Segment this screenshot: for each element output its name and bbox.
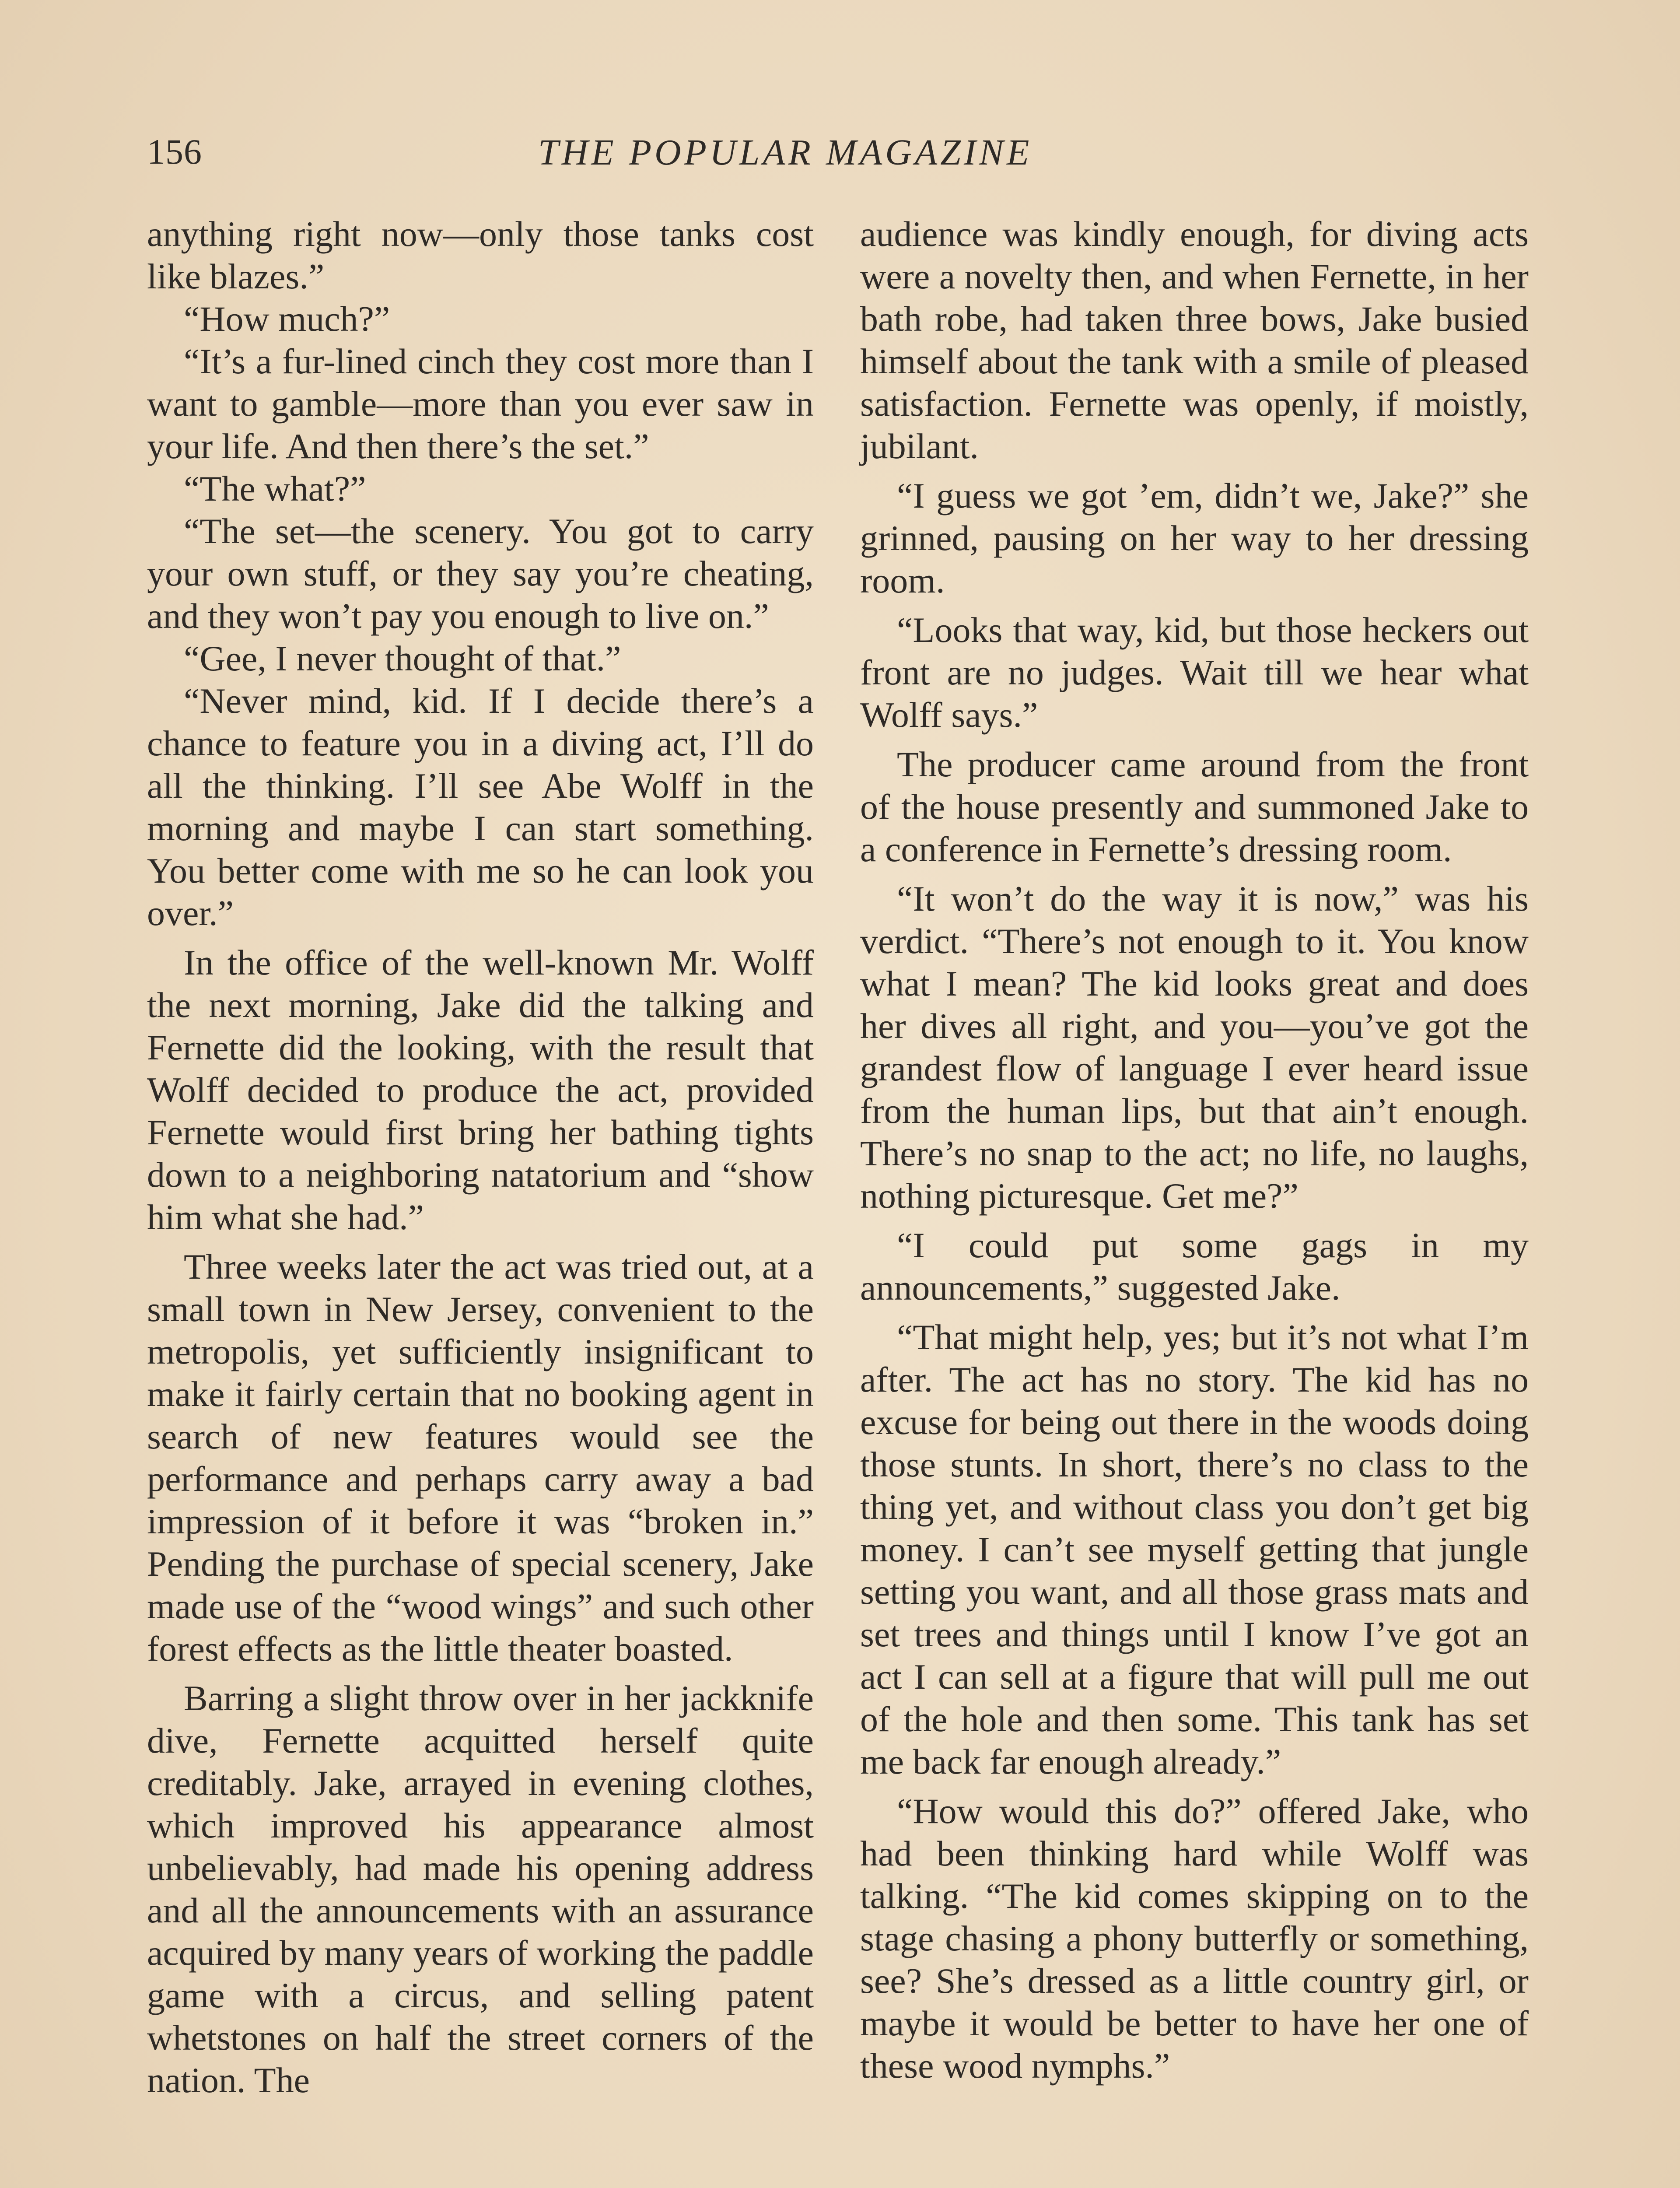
paragraph: audience was kindly enough, for diving acts were a novelty then, and when Fernette, in her bath robe, had taken three bows, Jake busied himself about the tank with a smile of pleased satisfaction. Fernette was openly, if moistly, jubilant. [860,214,1529,466]
paragraph: anything right now—only those tanks cost like blazes.” [147,214,814,296]
paragraph: “I guess we got ’em, didn’t we, Jake?” she grinned, pausing on her way to her dressing room. [860,476,1529,600]
paragraph: Barring a slight throw over in her jackknife dive, Fernette acquitted herself quite creditably. Jake, arrayed in evening clothes, which improved his appearance almost unbelievably, had made his opening address and all the announcements with an assurance acquired by many years of working the paddle game with a circus, and selling patent whetstones on half the street corners of the nation. The [147,1678,814,2100]
paragraph: “It’s a fur-lined cinch they cost more than I want to gamble—more than you ever saw in your life. And then there’s the set.” [147,341,814,466]
paragraph: Three weeks later the act was tried out, at a small town in New Jersey, convenient to the metropolis, yet sufficiently insignificant to make it fairly certain that no booking agent in search of new features would see the performance and perhaps carry away a bad impression of it before it was “broken in.” Pending the purchase of special scenery, Jake made use of the “wood wings” and such other forest effects as the little theater boasted. [147,1247,814,1669]
paragraph: “It won’t do the way it is now,” was his verdict. “There’s not enough to it. You know what I mean? The kid looks great and does her dives all right, and you—you’ve got the grandest flow of language I ever heard issue from the human lips, but that ain’t enough. There’s no snap to the act; no life, no laughs, nothing picturesque. Get me?” [860,879,1529,1216]
running-head: THE POPULAR MAGAZINE [538,132,1032,173]
page-number: 156 [147,132,202,172]
paragraph: The producer came around from the front of the house presently and summoned Jake to a conference in Fernette’s dressing room. [860,744,1529,869]
paragraph: “Looks that way, kid, but those heckers out front are no judges. Wait till we hear what Wolff says.” [860,610,1529,735]
paragraph: “Never mind, kid. If I decide there’s a chance to feature you in a diving act, I’ll do all the thinking. I’ll see Abe Wolff in the morning and maybe I can start something. You better come with me so he can look you over.” [147,681,814,933]
paragraph: “How would this do?” offered Jake, who had been thinking hard while Wolff was talking. “The kid comes skipping on to the stage chasing a phony butterfly or something, see? She’s dressed as a little country girl, or maybe it would be better to have her one of these wood nymphs.” [860,1791,1529,2086]
paragraph: In the office of the well-known Mr. Wolff the next morning, Jake did the talking and Fernette did the looking, with the result that Wolff decided to produce the act, provided Fernette would first bring her bathing tights down to a neighboring natatorium and “show him what she had.” [147,943,814,1237]
paragraph: “The set—the scenery. You got to carry your own stuff, or they say you’re cheating, and they won’t pay you enough to live on.” [147,511,814,636]
left-column [147,213,814,2101]
paragraph: “Gee, I never thought of that.” [184,638,621,678]
paragraph: “I could put some gags in my announcements,” suggested Jake. [860,1225,1529,1308]
paragraph: “The what?” [184,469,366,508]
paragraph: “That might help, yes; but it’s not what I’m after. The act has no story. The kid has no excuse for being out there in the woods doing those stunts. In short, there’s no class to the thing yet, and without class you don’t get big money. I can’t see myself getting that jungle setting you want, and all those grass mats and set trees and things until I know I’ve got an act I can sell at a figure that will pull me out of the hole and then some. This tank has set me back far enough already.” [860,1317,1529,1781]
paragraph: “How much?” [184,299,390,339]
right-column [860,213,1529,2087]
